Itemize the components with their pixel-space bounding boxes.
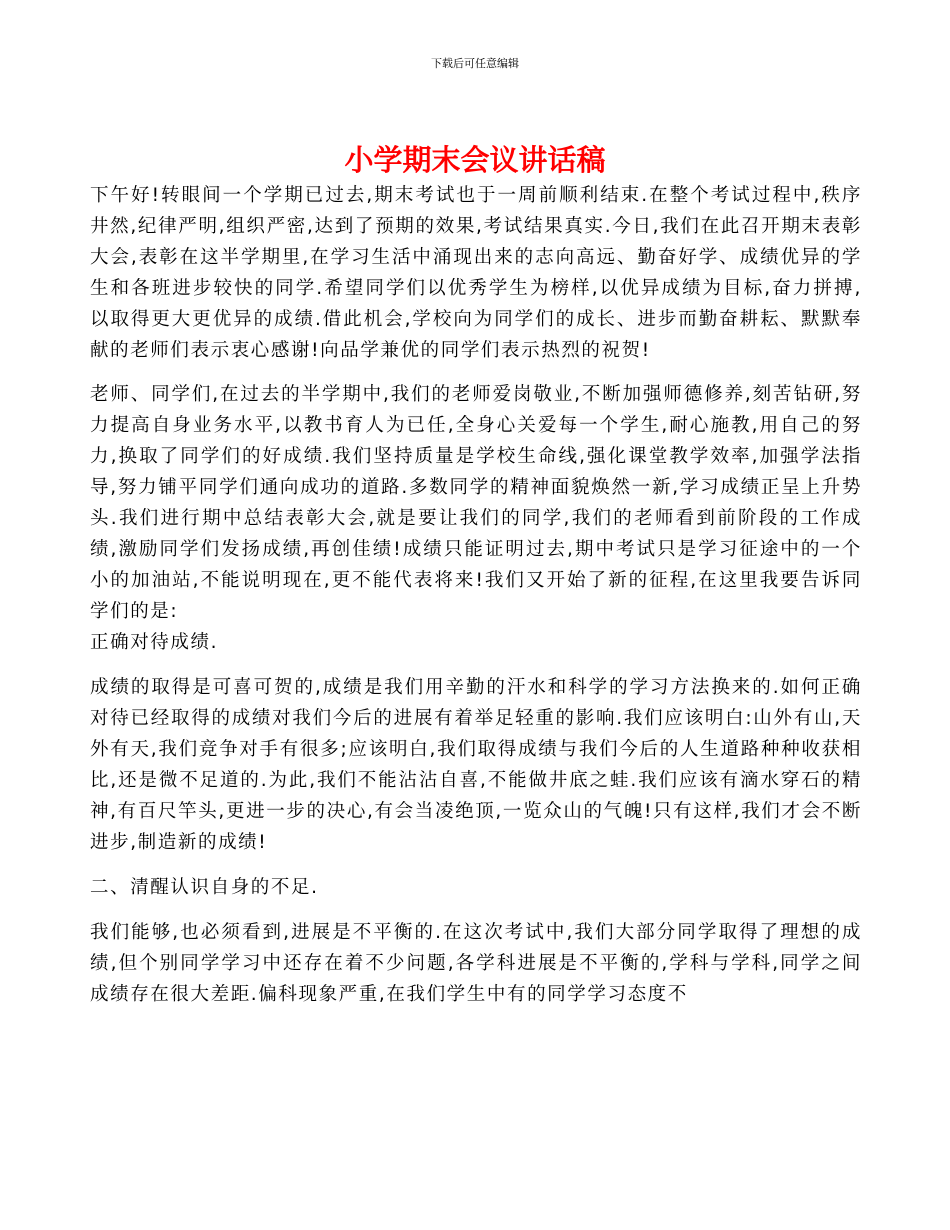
paragraph-2: 老师、同学们,在过去的半学期中,我们的老师爱岗敬业,不断加强师德修养,刻苦钻研,努力提高自身业务水平,以教书育人为已任,全身心关爱每一个学生,耐心施教,用自己的努力,换取了同学们的好成绩.我们坚持质量是学校生命线,强化课堂教学效率,加强学法指导,努力铺平同学们通向成功的道路.多数同学的精神面貌焕然一新,学习成绩正呈上升势头.我们进行期中总结表彰大会,就是要让我们的同学,我们的老师看到前阶段的工作成绩,激励同学们发扬成绩,再创佳绩!成绩只能证明过去,期中考试只是学习征途中的一个小的加油站,不能说明现在,更不能代表将来!我们又开始了新的征程,在这里我要告诉同学们的是: bbox=[90, 384, 862, 622]
paragraph-3: 正确对待成绩. bbox=[90, 632, 219, 653]
paragraph-1: 下午好!转眼间一个学期已过去,期末考试也于一周前顺利结束.在整个考试过程中,秩序井然,纪律严明,组织严密,达到了预期的效果,考试结果真实.今日,我们在此召开期末表彰大会,表彰在这半学期里,在学习生活中涌现出来的志向高远、勤奋好学、成绩优异的学生和各班进步较快的同学.希望同学们以优秀学生为榜样,以优异成绩为目标,奋力拼搏,以取得更大更优异的成绩.借此机会,学校向为同学们的成长、进步而勤奋耕耘、默默奉献的老师们表示衷心感谢!向品学兼优的同学们表示热烈的祝贺! bbox=[90, 185, 862, 361]
paragraph-5: 二、清醒认识自身的不足. bbox=[90, 877, 319, 898]
document-body bbox=[90, 180, 862, 1010]
paragraph-4: 成绩的取得是可喜可贺的,成绩是我们用辛勤的汗水和科学的学习方法换来的.如何正确对待已经取得的成绩对我们今后的进展有着举足轻重的影响.我们应该明白:山外有山,天外有天,我们竞争对手有很多;应该明白,我们取得成绩与我们今后的人生道路种种收获相比,还是微不足道的.为此,我们不能沾沾自喜,不能做井底之蛙.我们应该有滴水穿石的精神,有百尺竿头,更进一步的决心,有会当凌绝顶,一览众山的气魄!只有这样,我们才会不断进步,制造新的成绩! bbox=[90, 677, 862, 853]
header-note: 下载后可任意编辑 bbox=[431, 57, 519, 70]
document-title: 小学期末会议讲话稿 bbox=[344, 143, 606, 177]
paragraph-6: 我们能够,也必须看到,进展是不平衡的.在这次考试中,我们大部分同学取得了理想的成绩,但个别同学学习中还存在着不少问题,各学科进展是不平衡的,学科与学科,同学之间成绩存在很大差距.偏科现象严重,在我们学生中有的同学学习态度不 bbox=[90, 922, 862, 1005]
